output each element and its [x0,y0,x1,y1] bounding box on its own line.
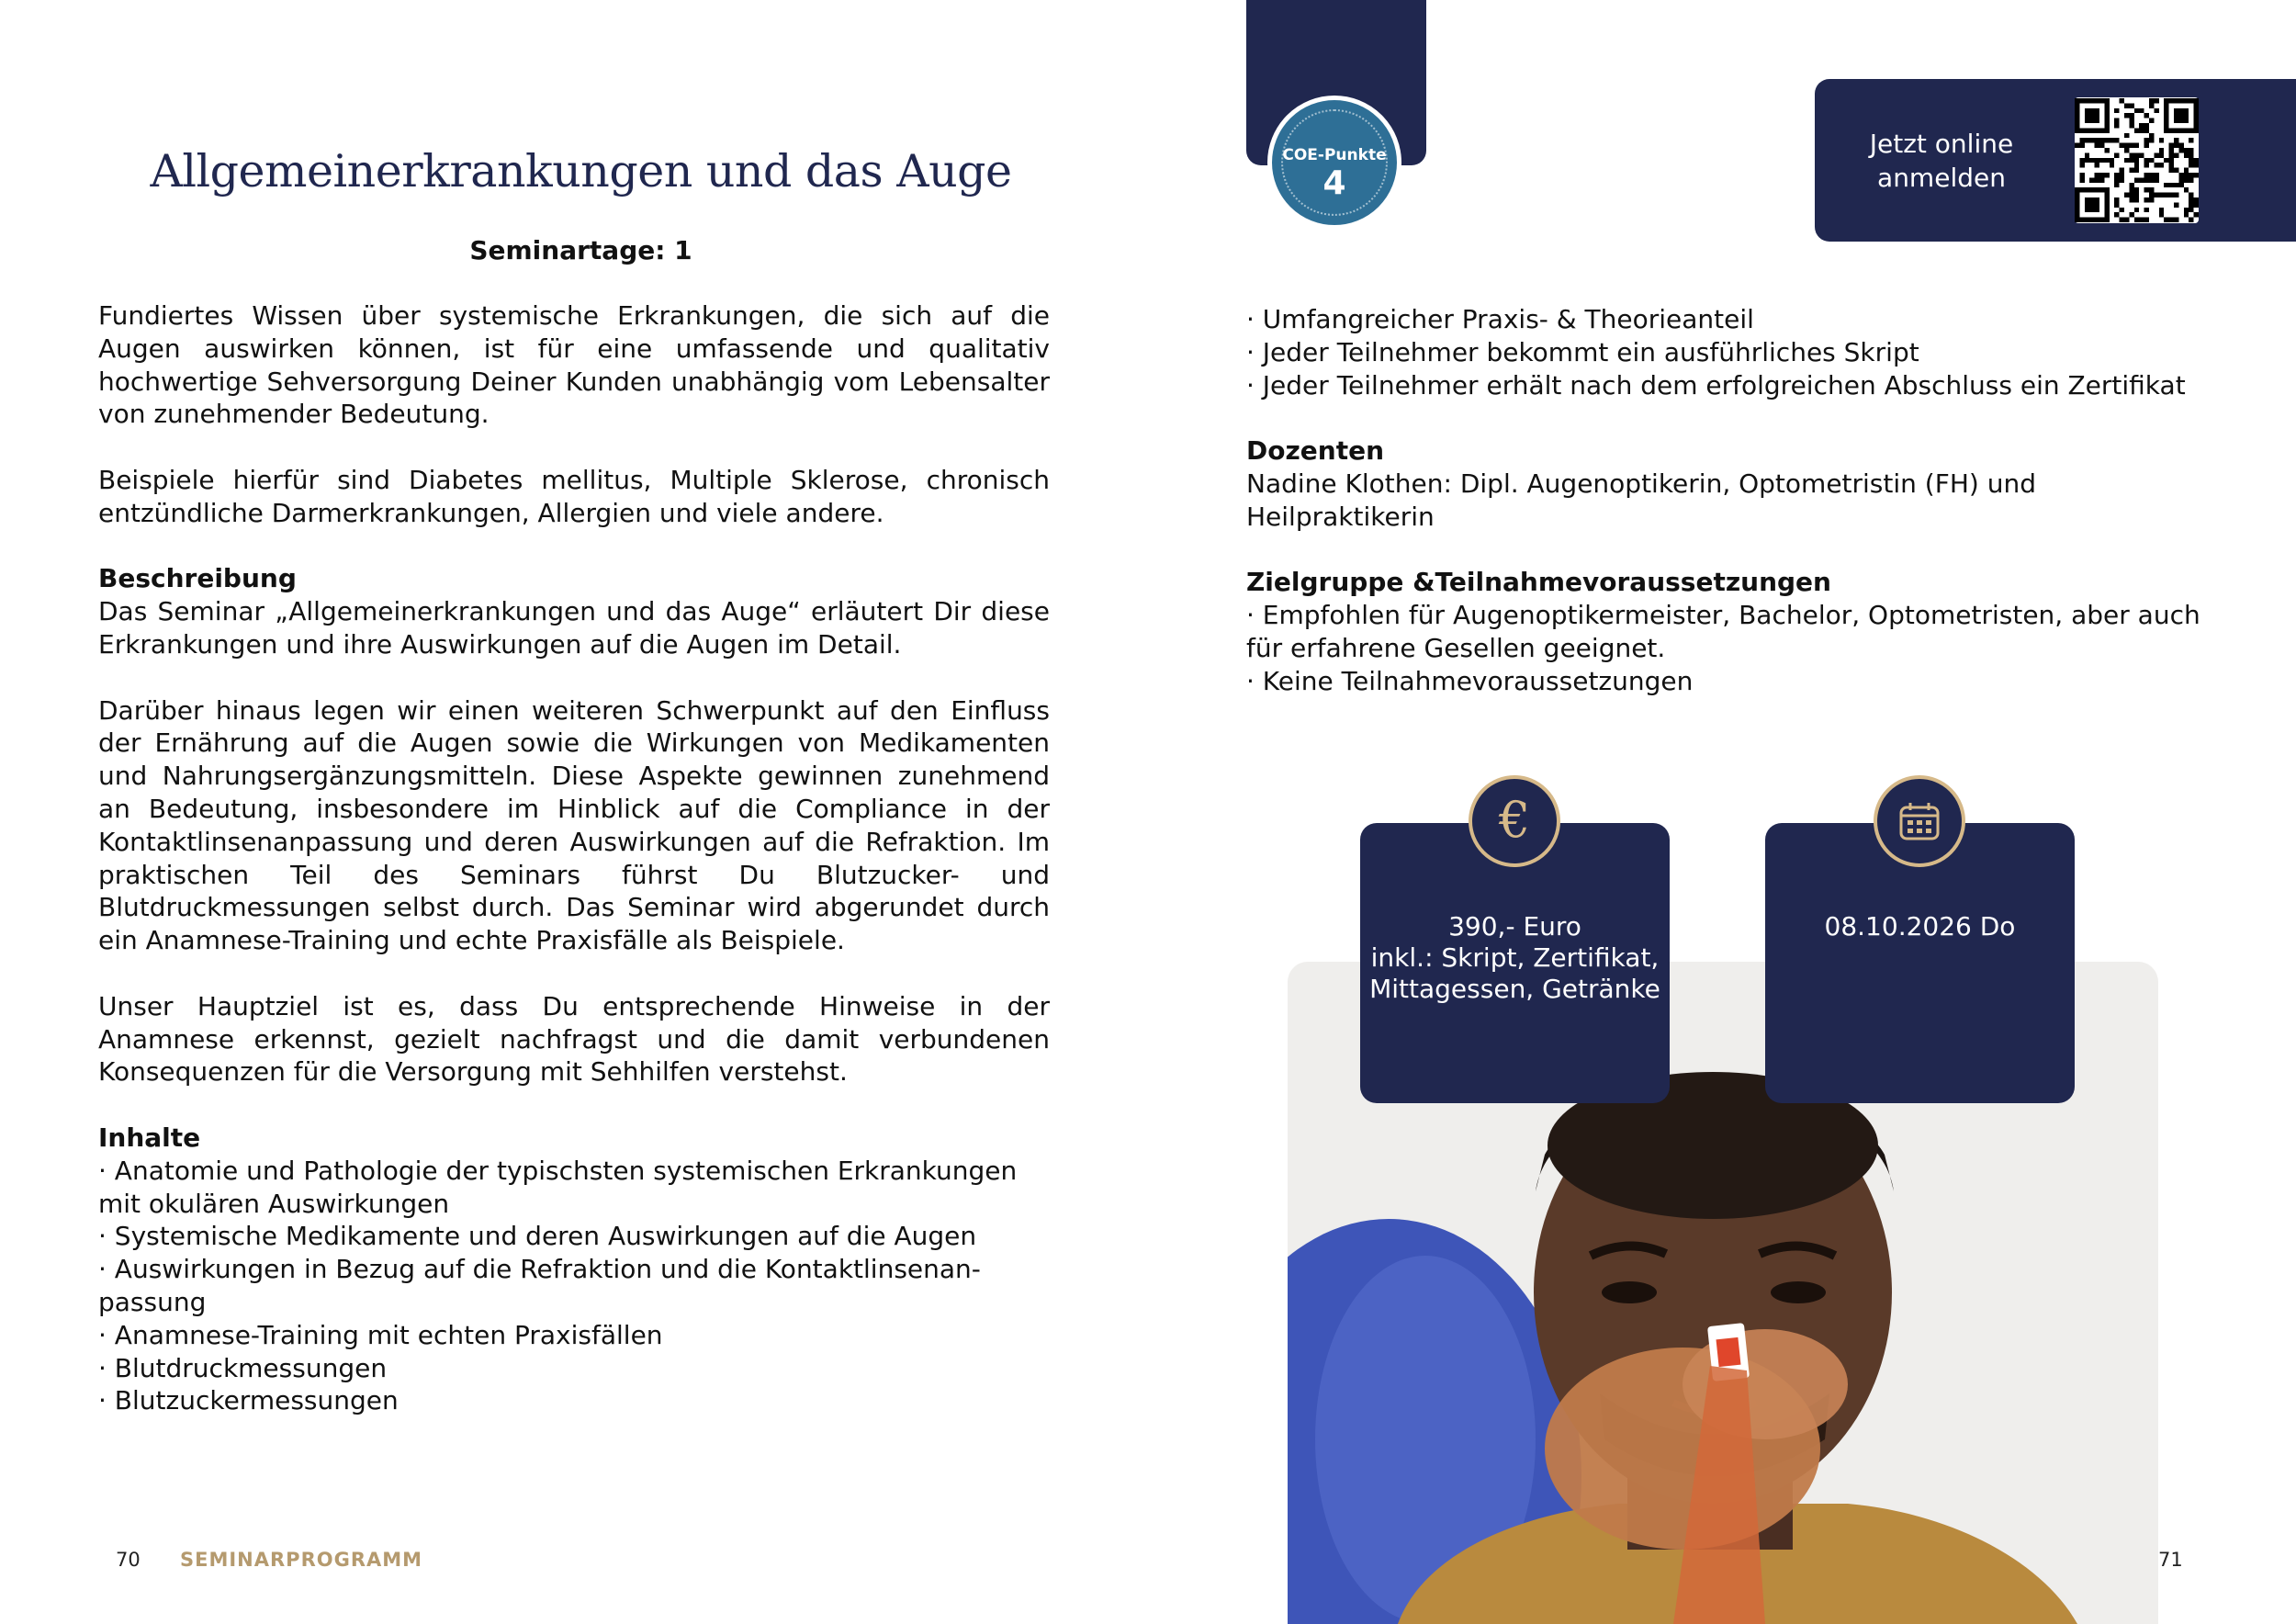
price-line: Mittagessen, Getränke [1369,974,1660,1004]
list-item: · Keine Teilnahmevoraussetzungen [1246,665,1694,696]
coe-label: COE-Punkte [1282,146,1387,164]
target-list [1246,599,2211,697]
contents-heading: Inhalte [98,1122,201,1153]
qr-code[interactable] [2075,97,2199,223]
lecturers-heading: Dozenten [1246,435,1385,467]
list-item: · Jeder Teilnehmer erhält nach dem erfolgreichen Abschluss ein Zertifikat [1246,369,2186,400]
list-item: · Anatomie und Pathologie der typischsten systemischen Erkrankungen mit okulären Auswirkungen [98,1155,1018,1219]
list-item: · Auswirkungen in Bezug auf die Refraktion und die Kontaktlinsenanpassung [98,1254,981,1317]
page-number-right: 71 [2158,1549,2183,1571]
list-item: · Anamnese-Training mit echten Praxisfällen [98,1319,663,1350]
euro-icon [1469,775,1560,867]
qr-code-graphic [2075,97,2199,223]
date-text: 08.10.2026 Do [1824,911,2016,942]
list-item: · Blutdruckmessungen [98,1352,388,1383]
list-item: · Systemische Medikamente und deren Auswirkungen auf die Augen [98,1221,977,1252]
list-item: · Umfangreicher Praxis- & Theorieanteil [1246,304,1754,334]
list-item: · Jeder Teilnehmer bekommt ein ausführliches Skript [1246,336,1919,367]
seminar-days: Seminartage: 1 [469,235,692,265]
register-text[interactable]: Jetzt online anmelden [1869,129,2014,193]
euro-symbol: € [1498,791,1531,849]
description-paragraph-3: Unser Hauptziel ist es, dass Du entsprechende Hinweise in der Anamnese erkennst, gezielt nachfragst und die damit verbundenen Konsequenzen für die Versorgung mit Sehhilfen verstehst. [98,990,1050,1088]
page-title: Allgemeinerkrankungen und das Auge [150,145,1012,197]
examples-paragraph: Beispiele hierfür sind Diabetes mellitus, Multiple Sklerose, chronisch entzündliche Darmerkrankungen, Allergien und viele andere. [98,464,1050,528]
price-line: 390,- Euro [1448,911,1581,942]
coe-value: 4 [1322,164,1346,202]
list-item: · Blutzuckermessungen [98,1385,399,1416]
calendar-icon [1874,775,1965,867]
description-heading: Beschreibung [98,563,297,594]
coe-badge [1267,96,1401,230]
contents-list [98,1155,1050,1417]
description-paragraph-1: Das Seminar „Allgemeinerkrankungen und das Auge“ erläutert Dir diese Erkrankungen und ihre Auswirkungen auf die Augen im Detail. [98,596,1050,660]
intro-paragraph: Fundiertes Wissen über systemische Erkrankungen, die sich auf die Augen auswirken können, ist für eine umfassende und qualitativ hochwertige Sehversorgung Deiner Kunden unabhängig vom Lebensalter von zunehmender Bedeutung. [98,300,1050,430]
list-item: · Empfohlen für Augenoptikermeister, Bachelor, Optometristen, aber auch für erfahrene Gesellen geeignet. [1246,600,2200,663]
price-line: inkl.: Skript, Zertifikat, [1370,942,1660,973]
lecturers-text: Nadine Klothen: Dipl. Augenoptikerin, Optometristin (FH) und Heilpraktikerin [1246,468,2036,532]
register-box[interactable] [1815,79,2296,242]
description-column [98,299,1050,1417]
details-column [1246,303,2211,730]
footer-label: SEMINARPROGRAMM [180,1549,423,1571]
target-heading: Zielgruppe &Teilnahmevoraussetzungen [1246,567,1831,598]
price-text [1360,911,1670,1005]
calendar-glyph [1897,799,1941,843]
description-paragraph-2: Darüber hinaus legen wir einen weiteren Schwerpunkt auf den Einfluss der Ernährung auf die Augen sowie die Wirkungen von Medikamenten und Nahrungsergänzungsmitteln. Diese Aspekte gewinnen zunehmend an Bedeutung, insbesondere im Hinblick auf die Compliance in der Kontaktlinsenanpassung und deren Auswirkungen auf die Refraktion. Im praktischen Teil des Seminars führst Du Blutzucker- und Blutdruckmessungen selbst durch. Das Seminar wird abgerundet durch ein Anamnese-Training und echte Praxisfälle als Beispiele. [98,694,1050,956]
right-page [1148,0,2296,1624]
features-list [1246,303,2211,401]
page-number-left: 70 [116,1549,141,1571]
